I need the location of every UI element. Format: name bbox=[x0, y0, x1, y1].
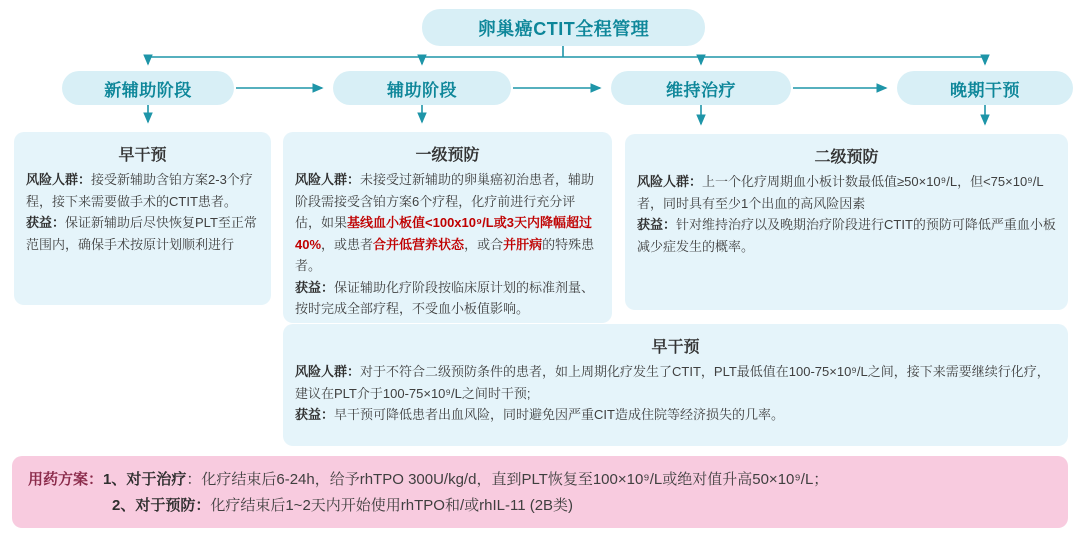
diagram-title: 卵巢癌CTIT全程管理 bbox=[477, 18, 650, 39]
benefit-text bbox=[26, 212, 259, 255]
benefit-body: 保证辅助化疗阶段按临床原计划的标准剂量、按时完成全部疗程，不受血小板值影响。 bbox=[295, 279, 595, 317]
stage-label: 辅助阶段 bbox=[387, 80, 457, 100]
risk-group-text bbox=[637, 171, 1056, 214]
benefit-body: 针对维持治疗以及晚期治疗阶段进行CTIT的预防可降低严重血小板减少症发生的概率。 bbox=[637, 217, 1056, 254]
medication-line-1 bbox=[28, 467, 1052, 493]
stage-label: 维持治疗 bbox=[666, 80, 736, 100]
stage-neoadjuvant bbox=[62, 71, 234, 105]
medication-line-2 bbox=[28, 493, 1052, 519]
stage-late-intervention bbox=[897, 71, 1073, 105]
secondary-prevention-box bbox=[625, 134, 1068, 310]
stage-label: 晚期干预 bbox=[950, 80, 1020, 100]
risk-group-text bbox=[26, 169, 259, 212]
benefit-body: 保证新辅助后尽快恢复PLT至正常范围内，确保手术按原计划顺利进行 bbox=[26, 215, 257, 252]
benefit-text bbox=[637, 214, 1056, 257]
box-title: 一级预防 bbox=[415, 147, 480, 164]
medication-item2-label: 2、对于预防： bbox=[112, 496, 211, 514]
benefit-text bbox=[295, 404, 1056, 426]
stage-maintenance bbox=[611, 71, 791, 105]
box-title: 二级预防 bbox=[814, 149, 879, 166]
primary-prevention-box bbox=[283, 132, 612, 323]
risk-group-body: 接受新辅助含铂方案2-3个疗程，接下来需要做手术的CTIT患者。 bbox=[26, 172, 253, 209]
risk-group-body: ，或合 bbox=[464, 236, 504, 252]
risk-group-label: 风险人群： bbox=[295, 364, 361, 379]
risk-group-body: 未接受过新辅助的卵巢癌初治患者，辅助阶段需接受含铂方案6个疗程，化疗前进行充分评估，如果 bbox=[295, 172, 595, 231]
risk-group-label: 风险人群： bbox=[26, 172, 92, 187]
risk-group-label: 风险人群： bbox=[295, 172, 361, 187]
medication-item1-label: 1、对于治疗 bbox=[103, 471, 187, 488]
risk-highlight-liver-disease: 并肝病 bbox=[503, 236, 543, 252]
medication-item1-text: ：化疗结束后6-24h，给予rhTPO 300U/kg/d，直到PLT恢复至100×10⁹/L或绝对值升高50×10⁹/L； bbox=[186, 471, 829, 488]
benefit-label: 获益： bbox=[295, 407, 335, 423]
risk-group-body: ，或患者 bbox=[321, 236, 374, 252]
title-bubble bbox=[422, 9, 705, 46]
benefit-text bbox=[295, 277, 600, 320]
box-title: 早干预 bbox=[118, 147, 167, 164]
risk-group-body: 的特殊患者。 bbox=[295, 236, 595, 274]
risk-highlight-baseline: 基线血小板值<100x10⁹/L或3天内降幅超过40% bbox=[295, 215, 592, 252]
box-title: 早干预 bbox=[651, 339, 700, 356]
risk-group-body: 上一个化疗周期血小板计数最低值≥50×10⁹/L，但<75×10⁹/L者，同时具有至少1个出血的高风险因素 bbox=[637, 174, 1044, 211]
risk-highlight-malnutrition: 合并低营养状态 bbox=[373, 236, 465, 252]
benefit-label: 获益： bbox=[637, 217, 677, 233]
early-intervention-box-1 bbox=[14, 132, 271, 305]
benefit-label: 获益： bbox=[295, 279, 335, 295]
medication-plan-box bbox=[12, 456, 1068, 528]
risk-group-body: 对于不符合二级预防条件的患者，如上周期化疗发生了CTIT，PLT最低值在100-75×10⁹/L之间，接下来需要继续行化疗，建议在PLT介于100-75×10⁹/L之间时干预; bbox=[295, 364, 1050, 401]
risk-group-label: 风险人群： bbox=[637, 174, 703, 189]
stage-adjuvant bbox=[333, 71, 511, 105]
risk-group-text bbox=[295, 361, 1056, 404]
benefit-label: 获益： bbox=[26, 215, 66, 231]
early-intervention-box-2 bbox=[283, 324, 1068, 446]
benefit-body: 早干预可降低患者出血风险，同时避免因严重CIT造成住院等经济损失的几率。 bbox=[334, 407, 784, 423]
risk-group-text bbox=[295, 169, 600, 277]
stage-label: 新辅助阶段 bbox=[104, 80, 192, 100]
medication-plan-label: 用药方案： bbox=[28, 471, 104, 488]
medication-item2-text: 化疗结束后1~2天内开始使用rhTPO和/或rhIL-11 (2B类) bbox=[210, 496, 574, 514]
